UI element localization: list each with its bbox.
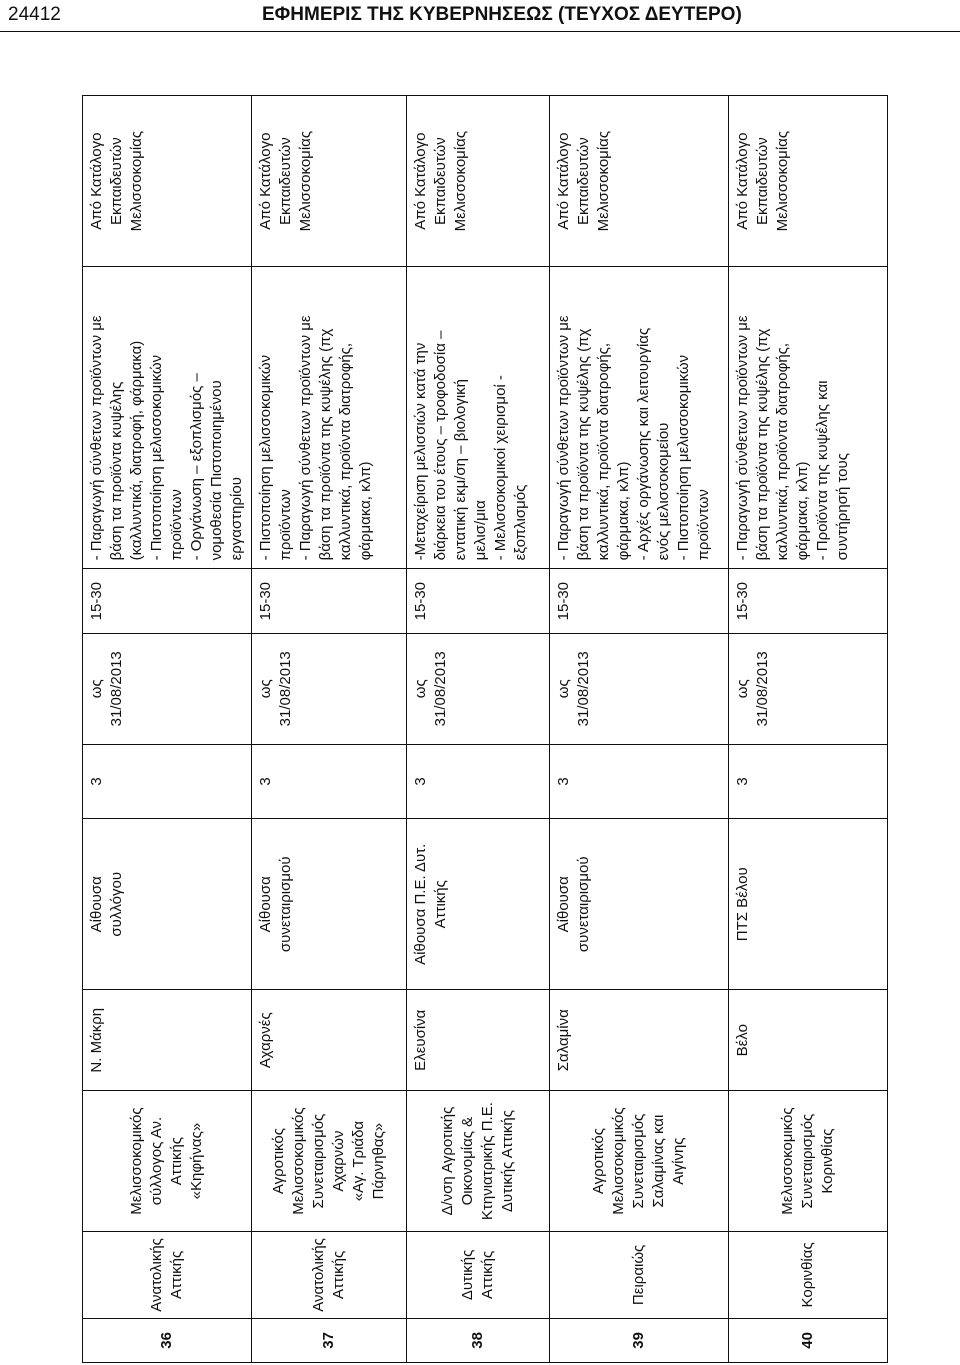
topics-cell-line: εξοπλισμός bbox=[512, 484, 529, 561]
date-cell bbox=[407, 633, 550, 744]
trainer-cell-line: Από Κατάλογο bbox=[412, 132, 429, 230]
organization-cell-line: Δ/νση Αγροτικής bbox=[439, 1106, 456, 1216]
table-row bbox=[550, 96, 729, 1363]
trainer-cell-line: Από Κατάλογο bbox=[555, 132, 572, 230]
topics-cell-line: εντατική εκμ/ση – βιολογική bbox=[452, 379, 469, 561]
place-cell-line: Ελευσίνα bbox=[412, 1009, 429, 1071]
trainer-cell-line: Εκπαιδευτών bbox=[754, 137, 771, 226]
organization-cell-line: Μελισσοκομικός bbox=[779, 1107, 796, 1215]
topics-cell-line: βάση τα προϊόντα της κυψέλης (πχ bbox=[317, 328, 334, 561]
organization-cell-line: Οικονομίας & bbox=[459, 1116, 476, 1206]
organization-cell-line: Μελισσοκομικός bbox=[610, 1107, 627, 1215]
venue-cell bbox=[729, 819, 888, 990]
group-size-cell: 15-30 bbox=[550, 569, 729, 633]
topics-cell-line: βάση τα προϊόντα της κυψέλης (πχ bbox=[575, 328, 592, 561]
topics-cell-line: - Μελισσοκομικοί χειρισμοί - bbox=[492, 375, 509, 561]
organization-cell-line: Δυτικής Αττικής bbox=[499, 1110, 516, 1213]
topics-cell bbox=[407, 267, 550, 569]
header-divider bbox=[0, 31, 960, 32]
place-cell bbox=[550, 990, 729, 1091]
topics-cell-line: φάρμακα, κλπ) bbox=[615, 461, 632, 561]
organization-cell-line: Μελισσοκομικός bbox=[290, 1107, 307, 1215]
topics-cell-line: προϊόντων bbox=[695, 489, 712, 561]
table-row bbox=[252, 96, 407, 1363]
organization-cell-line: Κορινθίας bbox=[819, 1128, 836, 1194]
group-size-cell: 15-30 bbox=[252, 569, 407, 633]
venue-cell-line: Αίθουσα bbox=[257, 876, 274, 933]
capacity-cell: 3 bbox=[83, 744, 252, 819]
date-cell-line: ως bbox=[412, 679, 429, 699]
trainer-cell-line: Μελισσοκομίας bbox=[128, 130, 145, 232]
topics-cell-line: καλλυντικά, προϊόντα διατροφής, bbox=[337, 342, 354, 561]
topics-cell-line: εργαστηρίου bbox=[228, 477, 245, 561]
date-cell-line: ως bbox=[555, 679, 572, 699]
organization-cell-line: «Κηφήνας» bbox=[188, 1122, 205, 1200]
trainer-cell-line: Μελισσοκομίας bbox=[297, 130, 314, 232]
place-cell bbox=[729, 990, 888, 1091]
date-cell-line: 31/08/2013 bbox=[575, 651, 592, 727]
trainer-cell bbox=[729, 96, 888, 267]
topics-cell-line: προϊόντων bbox=[277, 489, 294, 561]
date-cell-line: 31/08/2013 bbox=[432, 651, 449, 727]
trainer-cell-line: Από Κατάλογο bbox=[88, 132, 105, 230]
region-cell bbox=[550, 1232, 729, 1319]
capacity-cell: 3 bbox=[550, 744, 729, 819]
topics-cell-line: βάση τα προϊόντα της κυψέλης (πχ bbox=[754, 328, 771, 561]
region-cell-line: Δυτικής bbox=[459, 1249, 476, 1301]
capacity-cell: 3 bbox=[252, 744, 407, 819]
venue-cell-line: Αίθουσα bbox=[88, 876, 105, 933]
place-cell-line: Ν. Μάκρη bbox=[88, 1007, 105, 1073]
topics-cell-line: - Οργάνωση – εξοπλισμός – bbox=[188, 373, 205, 561]
topics-cell-line: καλλυντικά, προϊόντα διατροφής, bbox=[774, 342, 791, 561]
row-number: 40 bbox=[729, 1318, 888, 1362]
organization-cell-line: Συνεταιρισμός bbox=[799, 1113, 816, 1209]
topics-cell-line: βάση τα προϊόντα κυψέλης bbox=[108, 381, 125, 561]
place-cell-line: Αχαρνές bbox=[257, 1012, 274, 1069]
venue-cell bbox=[83, 819, 252, 990]
topics-cell-line: - Παραγωγή σύνθετων προϊόντων με bbox=[555, 315, 572, 561]
organization-cell-line: Αχαρνών bbox=[330, 1130, 347, 1192]
topics-cell-line: φάρμακα, κλπ) bbox=[357, 461, 374, 561]
trainer-cell-line: Εκπαιδευτών bbox=[108, 137, 125, 226]
trainer-cell-line: Από Κατάλογο bbox=[257, 132, 274, 230]
topics-cell-line: ενός μελισσοκομείου bbox=[655, 422, 672, 561]
organization-cell-line: Αγροτικός bbox=[590, 1128, 607, 1195]
trainer-cell bbox=[550, 96, 729, 267]
table-row bbox=[407, 96, 550, 1363]
date-cell bbox=[252, 633, 407, 744]
region-cell-line: Ανατολικής bbox=[148, 1238, 165, 1312]
seminars-table bbox=[82, 95, 888, 1363]
gazette-header: ΕΦΗΜΕΡΙΣ ΤΗΣ ΚΥΒΕΡΝΗΣΕΩΣ (ΤΕΥΧΟΣ ΔΕΥΤΕΡΟ) bbox=[262, 4, 742, 25]
venue-cell-line: Αίθουσα Π.Ε. Δυτ. bbox=[412, 843, 429, 965]
organization-cell-line: «Αγ. Τριάδα bbox=[350, 1120, 367, 1202]
date-cell-line: 31/08/2013 bbox=[754, 651, 771, 727]
trainer-cell-line: Μελισσοκομίας bbox=[595, 130, 612, 232]
date-cell-line: 31/08/2013 bbox=[277, 651, 294, 727]
organization-cell-line: Πάρνηθας» bbox=[370, 1122, 387, 1200]
organization-cell-line: Συνεταιρισμός bbox=[630, 1113, 647, 1209]
venue-cell bbox=[550, 819, 729, 990]
date-cell bbox=[550, 633, 729, 744]
date-cell bbox=[83, 633, 252, 744]
row-number: 37 bbox=[252, 1318, 407, 1362]
trainer-cell-line: Μελισσοκομίας bbox=[452, 130, 469, 232]
group-size-cell: 15-30 bbox=[83, 569, 252, 633]
venue-cell bbox=[407, 819, 550, 990]
topics-cell-line: μελισ/μια bbox=[472, 500, 489, 561]
organization-cell bbox=[407, 1091, 550, 1232]
topics-cell-line: - Παραγωγή σύνθετων προϊόντων με bbox=[88, 315, 105, 561]
topics-cell-line: - Πιστοποίηση μελισσοκομικών bbox=[257, 354, 274, 561]
trainer-cell-line: Από Κατάλογο bbox=[734, 132, 751, 230]
topics-cell-line: - Παραγωγή σύνθετων προϊόντων με bbox=[297, 315, 314, 561]
organization-cell bbox=[83, 1091, 252, 1232]
date-cell-line: ως bbox=[734, 679, 751, 699]
topics-cell-line: - Πιστοποίηση μελισσοκομικών bbox=[675, 354, 692, 561]
page-number: 24412 bbox=[8, 4, 61, 25]
topics-cell-line: διάρκεια του έτους – τροφοδοσία – bbox=[432, 330, 449, 561]
topics-cell-line: φάρμακα, κλπ) bbox=[794, 461, 811, 561]
region-cell-line: Αττικής bbox=[479, 1250, 496, 1300]
topics-cell bbox=[252, 267, 407, 569]
region-cell-line: Πειραιώς bbox=[630, 1244, 647, 1306]
organization-cell bbox=[550, 1091, 729, 1232]
venue-cell-line: ΠΤΣ Βέλου bbox=[734, 867, 751, 942]
topics-cell-line: προϊόντων bbox=[168, 489, 185, 561]
date-cell-line: ως bbox=[88, 679, 105, 699]
topics-cell-line: - Πιστοποίηση μελισσοκομικών bbox=[148, 354, 165, 561]
trainer-cell-line: Εκπαιδευτών bbox=[277, 137, 294, 226]
organization-cell bbox=[252, 1091, 407, 1232]
row-number: 39 bbox=[550, 1318, 729, 1362]
topics-cell-line: συντήρησή τους bbox=[834, 453, 851, 561]
region-cell bbox=[83, 1232, 252, 1319]
topics-cell bbox=[83, 267, 252, 569]
venue-cell bbox=[252, 819, 407, 990]
table-body bbox=[83, 96, 888, 1363]
place-cell bbox=[252, 990, 407, 1091]
region-cell-line: Κορινθίας bbox=[799, 1242, 816, 1308]
venue-cell-line: συνεταιρισμού bbox=[575, 856, 592, 953]
place-cell-line: Βέλο bbox=[734, 1024, 751, 1057]
place-cell-line: Σαλαμίνα bbox=[555, 1009, 572, 1072]
region-cell-line: Αττικής bbox=[330, 1250, 347, 1300]
trainer-cell bbox=[252, 96, 407, 267]
rotated-table-wrapper bbox=[82, 95, 942, 1363]
topics-cell-line: καλλυντικά, προϊόντα διατροφής, bbox=[595, 342, 612, 561]
group-size-cell: 15-30 bbox=[729, 569, 888, 633]
organization-cell-line: Αιγίνης bbox=[670, 1137, 687, 1185]
capacity-cell: 3 bbox=[407, 744, 550, 819]
table-row bbox=[83, 96, 252, 1363]
organization-cell-line: Αγροτικός bbox=[270, 1128, 287, 1195]
place-cell bbox=[83, 990, 252, 1091]
organization-cell-line: Μελισσοκομικός bbox=[128, 1107, 145, 1215]
topics-cell-line: (καλλυντικά, διατροφή, φάρμακα) bbox=[128, 340, 145, 561]
row-number: 38 bbox=[407, 1318, 550, 1362]
organization-cell bbox=[729, 1091, 888, 1232]
date-cell bbox=[729, 633, 888, 744]
topics-cell bbox=[550, 267, 729, 569]
organization-cell-line: σύλλογος Αν. Αττικής bbox=[148, 1116, 185, 1206]
organization-cell-line: Κτηνιατρικής Π.Ε. bbox=[479, 1102, 496, 1221]
region-cell bbox=[252, 1232, 407, 1319]
venue-cell-line: συλλόγου bbox=[108, 871, 125, 937]
region-cell bbox=[407, 1232, 550, 1319]
row-number: 36 bbox=[83, 1318, 252, 1362]
organization-cell-line: Συνεταιρισμός bbox=[310, 1113, 327, 1209]
topics-cell-line: -Μεταχείριση μελισσιών κατά την bbox=[412, 342, 429, 561]
topics-cell bbox=[729, 267, 888, 569]
topics-cell-line: - Αρχές οργάνωσης και λειτουργίας bbox=[635, 327, 652, 561]
venue-cell-line: Αττικής bbox=[432, 880, 449, 929]
capacity-cell: 3 bbox=[729, 744, 888, 819]
group-size-cell: 15-30 bbox=[407, 569, 550, 633]
topics-cell-line: νομοθεσία Πιστοποιημένου bbox=[208, 380, 225, 561]
trainer-cell bbox=[83, 96, 252, 267]
organization-cell-line: Σαλαμίνας και bbox=[650, 1114, 667, 1208]
topics-cell-line: - Προϊόντα της κυψέλης και bbox=[814, 380, 831, 561]
trainer-cell-line: Εκπαιδευτών bbox=[575, 137, 592, 226]
topics-cell-line: - Παραγωγή σύνθετων προϊόντων με bbox=[734, 315, 751, 561]
venue-cell-line: Αίθουσα bbox=[555, 876, 572, 933]
trainer-cell-line: Εκπαιδευτών bbox=[432, 137, 449, 226]
venue-cell-line: συνεταιρισμού bbox=[277, 856, 294, 953]
region-cell-line: Αττικής bbox=[168, 1250, 185, 1300]
region-cell bbox=[729, 1232, 888, 1319]
date-cell-line: 31/08/2013 bbox=[108, 651, 125, 727]
trainer-cell bbox=[407, 96, 550, 267]
trainer-cell-line: Μελισσοκομίας bbox=[774, 130, 791, 232]
region-cell-line: Ανατολικής bbox=[310, 1238, 327, 1312]
place-cell bbox=[407, 990, 550, 1091]
table-row bbox=[729, 96, 888, 1363]
date-cell-line: ως bbox=[257, 679, 274, 699]
